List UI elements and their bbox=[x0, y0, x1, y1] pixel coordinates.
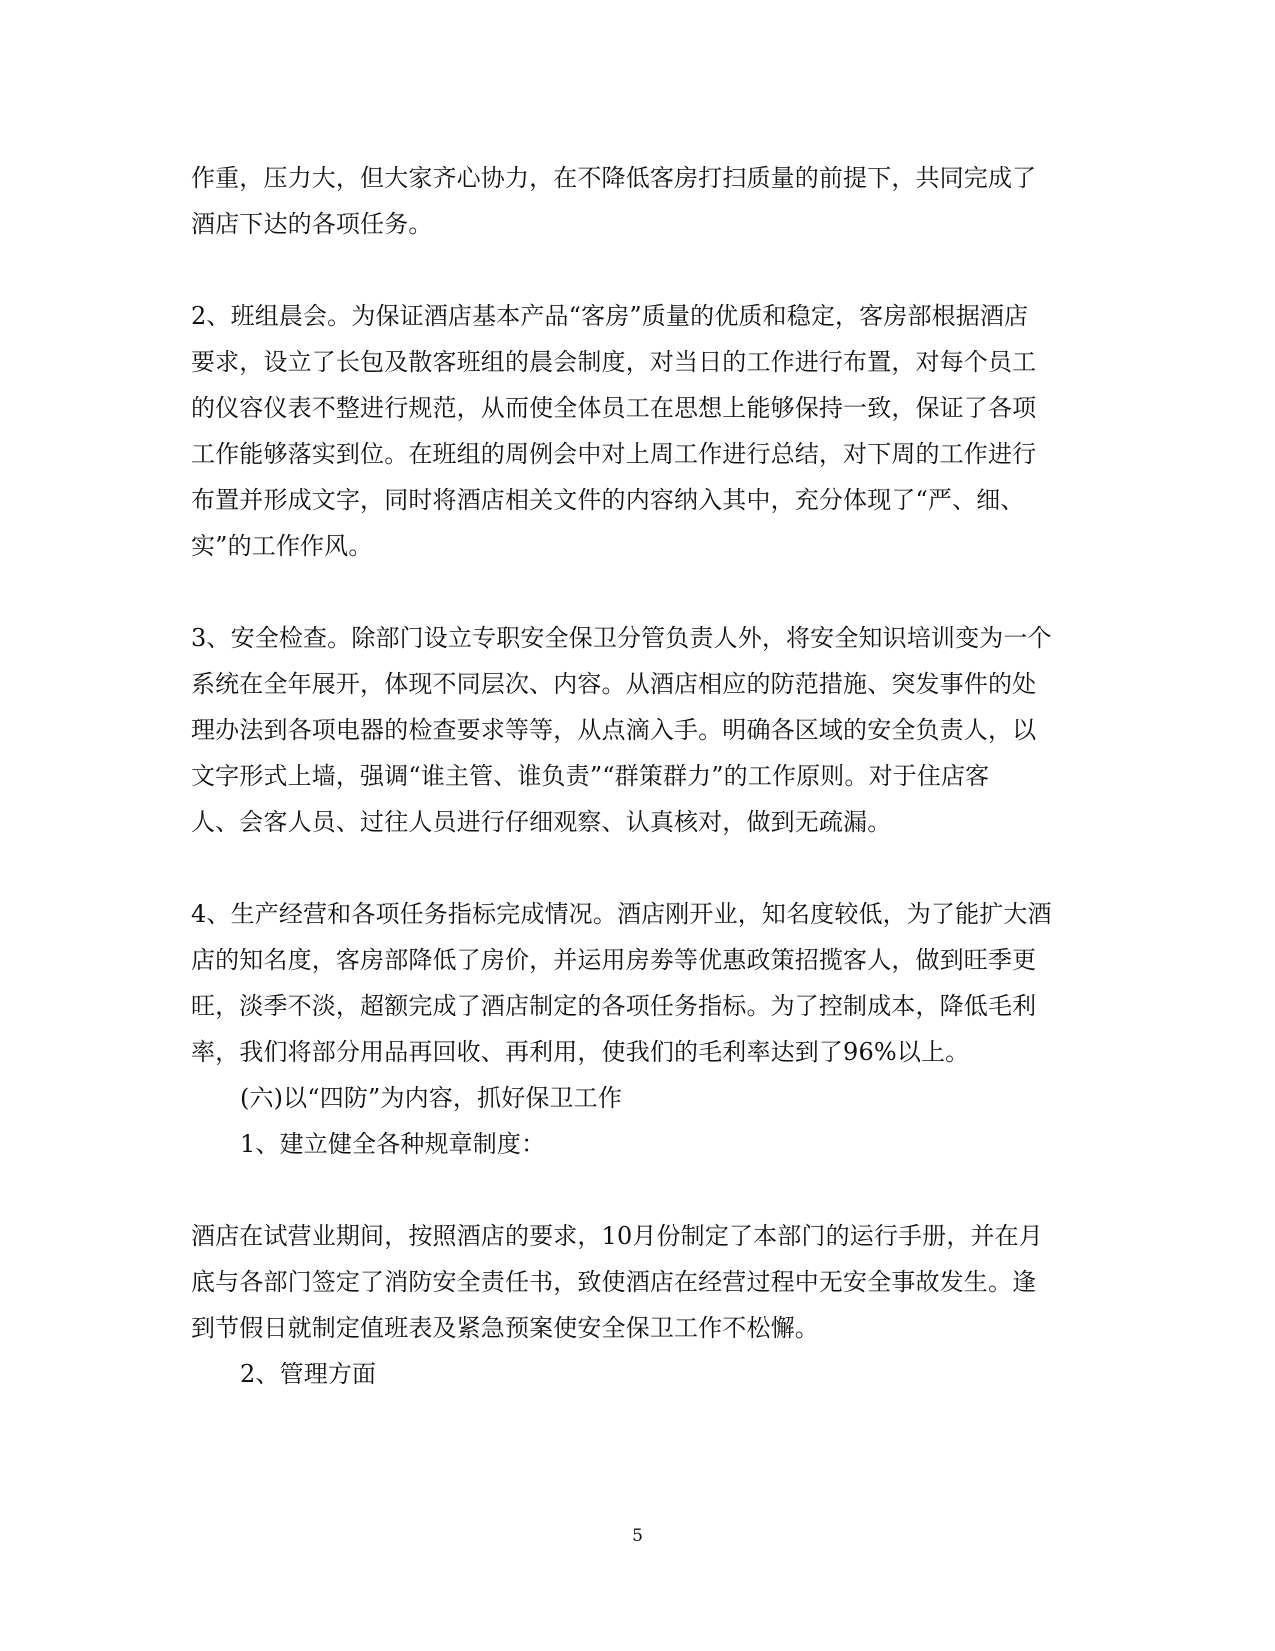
text-line: 系统在全年展开，体现不同层次、内容。从酒店相应的防范措施、突发事件的处 bbox=[191, 670, 1037, 698]
subsection-heading: 1、建立健全各种规章制度： bbox=[240, 1130, 546, 1158]
text-line: 酒店在试营业期间，按照酒店的要求，10月份制定了本部门的运行手册，并在月 bbox=[191, 1222, 1043, 1250]
text-line: 作重，压力大，但大家齐心协力，在不降低客房打扫质量的前提下，共同完成了 bbox=[191, 164, 1037, 192]
text-line: 旺，淡季不淡，超额完成了酒店制定的各项任务指标。为了控制成本，降低毛利 bbox=[191, 992, 1037, 1020]
text-line: 4、生产经营和各项任务指标完成情况。酒店刚开业，知名度较低，为了能扩大酒 bbox=[191, 900, 1052, 928]
text-line: 酒店下达的各项任务。 bbox=[191, 210, 433, 238]
section-heading: (六)以“四防”为内容，抓好保卫工作 bbox=[240, 1084, 622, 1112]
text-line: 的仪容仪表不整进行规范，从而使全体员工在思想上能够保持一致，保证了各项 bbox=[191, 394, 1037, 422]
text-line: 店的知名度，客房部降低了房价，并运用房劵等优惠政策招揽客人，做到旺季更 bbox=[191, 946, 1037, 974]
text-line: 3、安全检查。除部门设立专职安全保卫分管负责人外，将安全知识培训变为一个 bbox=[191, 624, 1052, 652]
text-line: 率，我们将部分用品再回收、再利用，使我们的毛利率达到了96%以上。 bbox=[191, 1038, 970, 1066]
subsection-heading: 2、管理方面 bbox=[240, 1360, 377, 1388]
text-line: 工作能够落实到位。在班组的周例会中对上周工作进行总结，对下周的工作进行 bbox=[191, 440, 1037, 468]
text-line: 要求，设立了长包及散客班组的晨会制度，对当日的工作进行布置，对每个员工 bbox=[191, 348, 1037, 376]
page-number: 5 bbox=[632, 1526, 643, 1546]
text-line: 到节假日就制定值班表及紧急预案使安全保卫工作不松懈。 bbox=[191, 1314, 819, 1342]
text-line: 理办法到各项电器的检查要求等等，从点滴入手。明确各区域的安全负责人，以 bbox=[191, 716, 1037, 744]
text-line: 2、班组晨会。为保证酒店基本产品“客房”质量的优质和稳定，客房部根据酒店 bbox=[191, 302, 1029, 330]
text-line: 实”的工作作风。 bbox=[191, 532, 373, 560]
text-line: 布置并形成文字，同时将酒店相关文件的内容纳入其中，充分体现了“严、细、 bbox=[191, 486, 1025, 514]
text-line: 底与各部门签定了消防安全责任书，致使酒店在经营过程中无安全事故发生。逢 bbox=[191, 1268, 1037, 1296]
text-line: 人、会客人员、过往人员进行仔细观察、认真核对，做到无疏漏。 bbox=[191, 808, 892, 836]
text-line: 文字形式上墙，强调“谁主管、谁负责”“群策群力”的工作原则。对于住店客 bbox=[191, 762, 990, 790]
